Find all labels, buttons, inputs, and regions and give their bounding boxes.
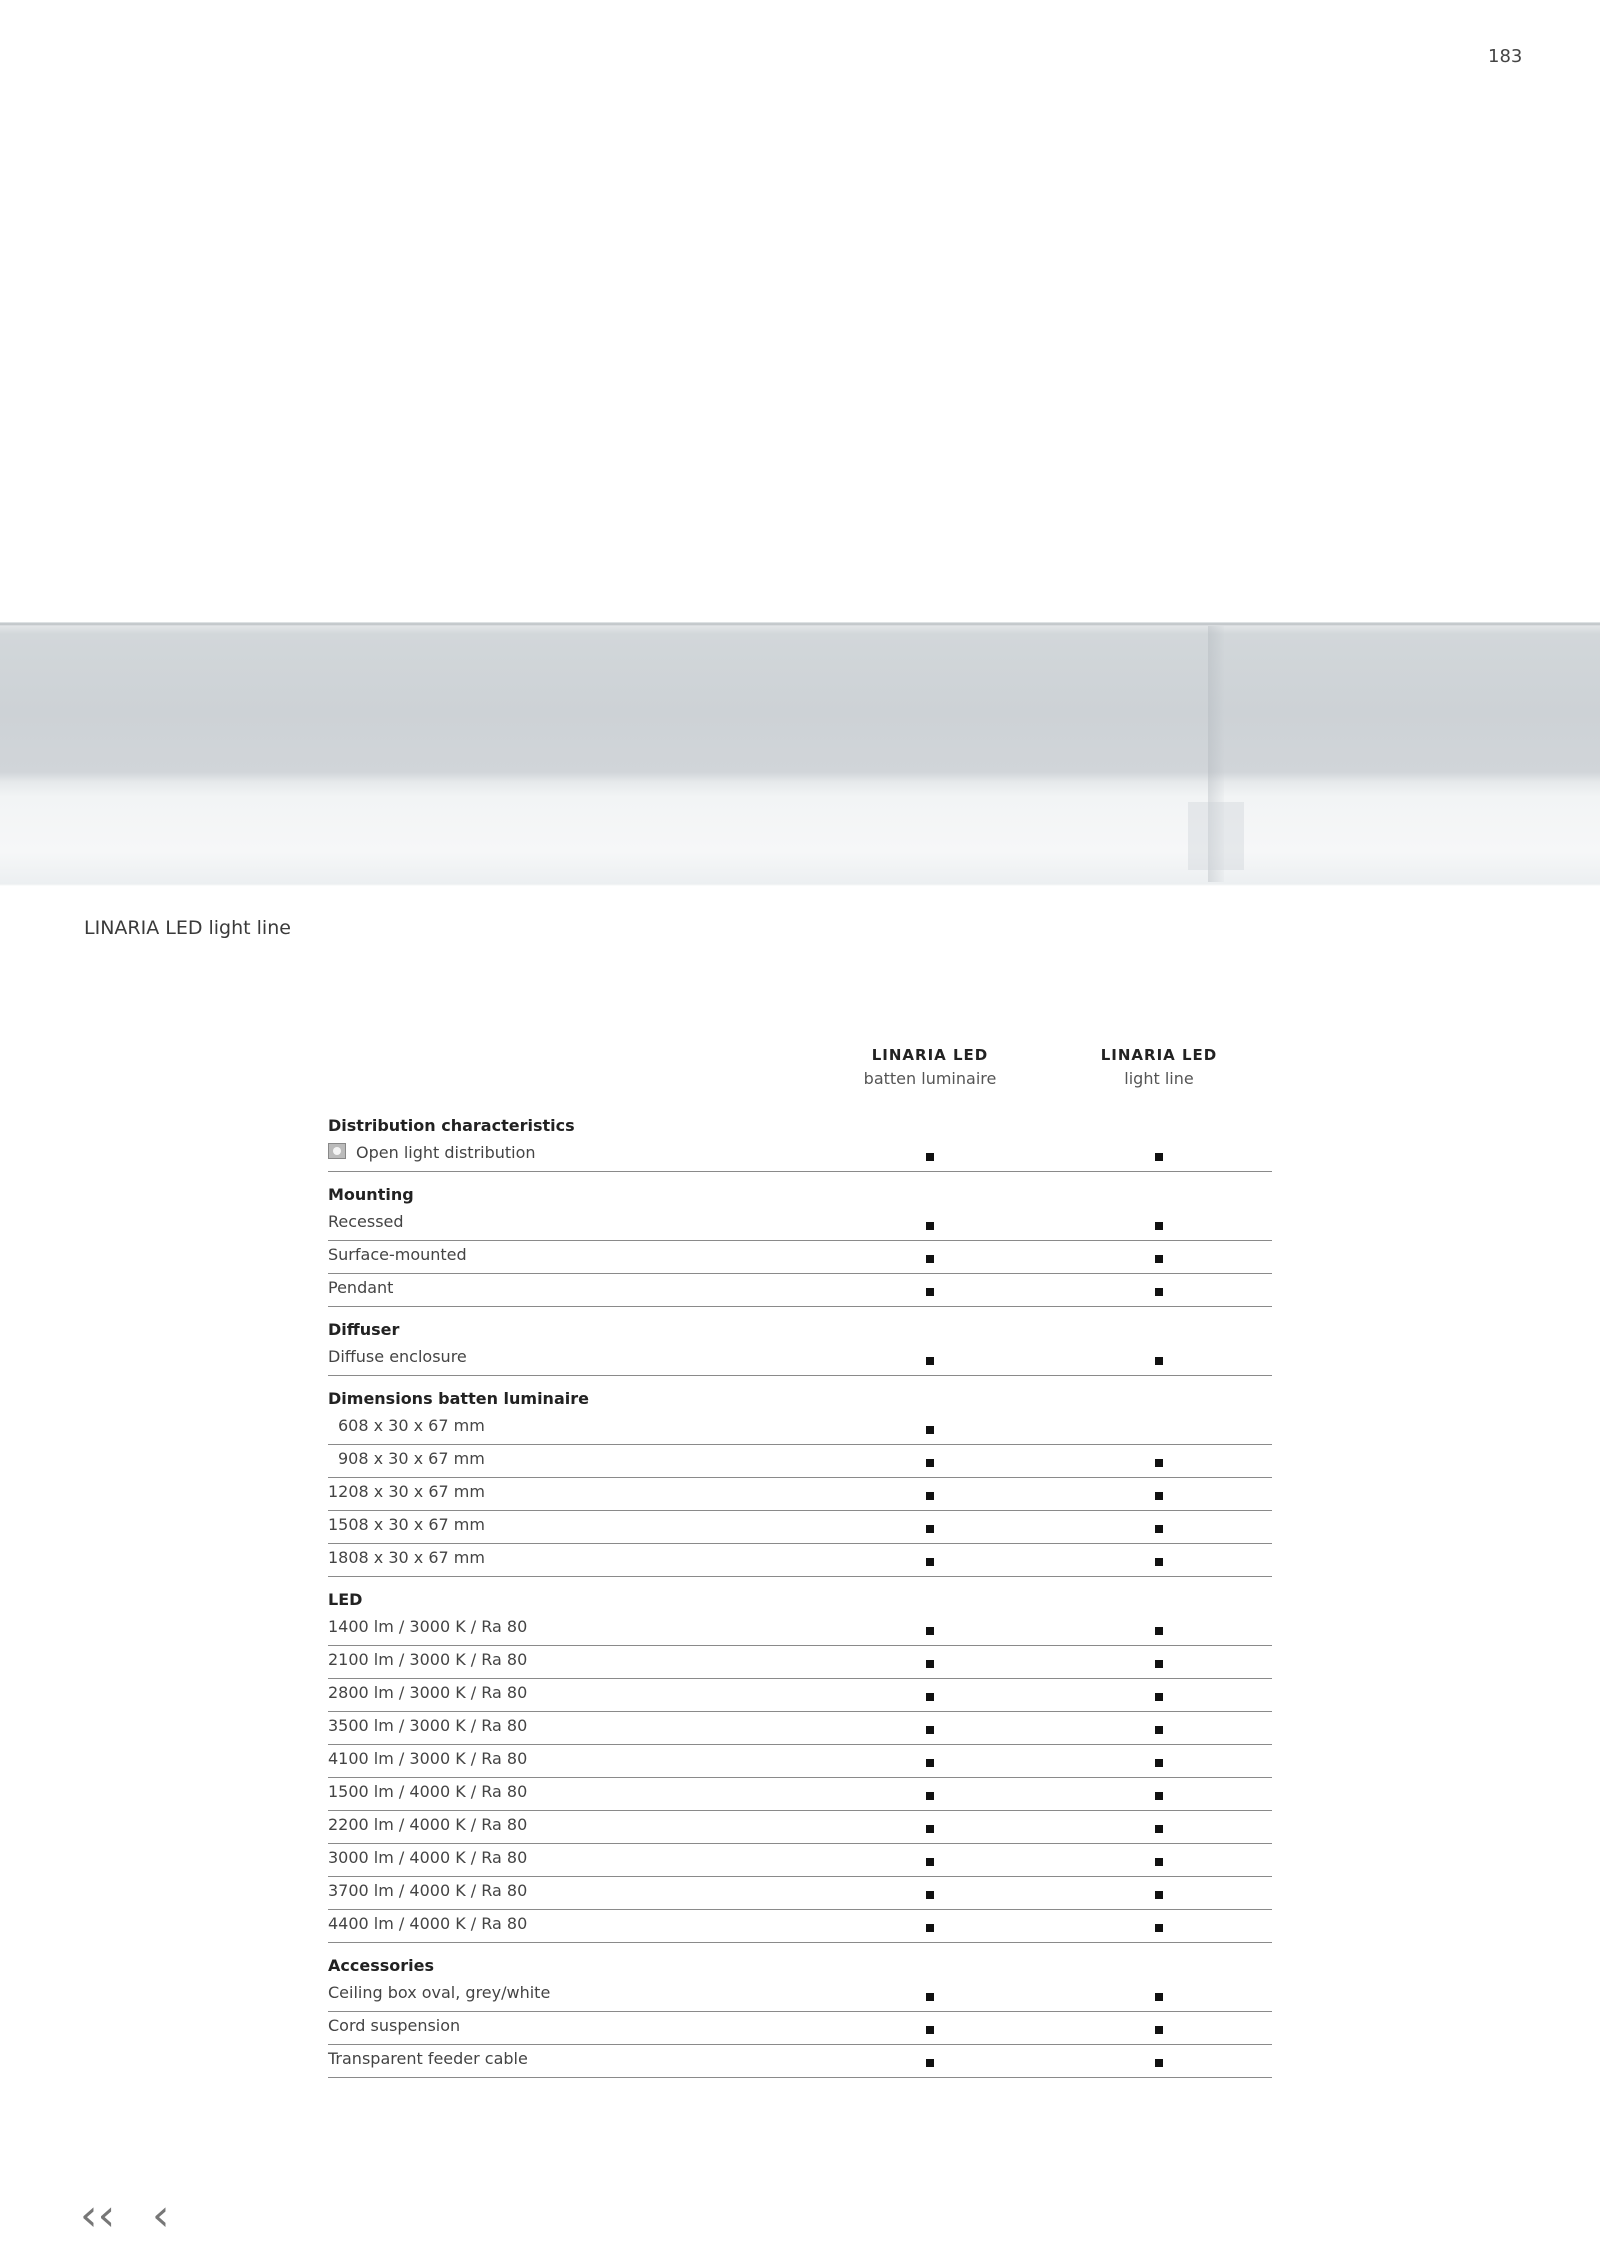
check-mark-light-line [1155, 1660, 1163, 1668]
table-row [328, 2012, 1272, 2045]
row-label-text: 608 x 30 x 67 mm [338, 1416, 485, 1435]
table-row [328, 1544, 1272, 1577]
check-mark-light-line [1155, 1924, 1163, 1932]
row-label [328, 1782, 527, 1801]
check-mark-light-line [1155, 1759, 1163, 1767]
check-mark-batten [926, 1525, 934, 1533]
row-label-text: Transparent feeder cable [328, 2049, 528, 2068]
row-label-text: Pendant [328, 1278, 394, 1297]
column-subtitle: light line [1124, 1069, 1194, 1088]
mounting-clip [1188, 802, 1244, 870]
row-label [328, 1650, 527, 1669]
check-mark-light-line [1155, 1459, 1163, 1467]
row-label [338, 1449, 485, 1468]
group-title: Mounting [328, 1185, 414, 1204]
column-name: LINARIA LED [871, 1046, 989, 1064]
check-mark-batten [926, 1858, 934, 1866]
table-row [328, 1844, 1272, 1877]
check-mark-batten [926, 1792, 934, 1800]
row-label [328, 1881, 527, 1900]
check-mark-light-line [1155, 1222, 1163, 1230]
row-label-text: 4400 lm / 4000 K / Ra 80 [328, 1914, 528, 1933]
row-label [328, 1683, 527, 1702]
group-title: Diffuser [328, 1320, 400, 1339]
spec-table-body [328, 1113, 1272, 2078]
row-label [328, 1143, 536, 1162]
table-row [328, 1877, 1272, 1910]
check-mark-light-line [1155, 1792, 1163, 1800]
row-label [328, 1482, 485, 1501]
check-mark-light-line [1155, 1726, 1163, 1734]
product-photo-banner [0, 622, 1600, 886]
check-mark-light-line [1155, 1525, 1163, 1533]
row-label [328, 2049, 528, 2068]
check-mark-batten [926, 1693, 934, 1701]
check-mark-light-line [1155, 1357, 1163, 1365]
check-mark-batten [926, 1993, 934, 2001]
table-row [328, 1412, 1272, 1445]
first-page-button[interactable] [80, 2190, 116, 2241]
row-label-text: Open light distribution [356, 1143, 536, 1162]
check-mark-batten [926, 1825, 934, 1833]
row-label-text: Ceiling box oval, grey/white [328, 1983, 551, 2002]
check-mark-batten [926, 2026, 934, 2034]
row-label-text: 1208 x 30 x 67 mm [328, 1482, 485, 1501]
row-label [328, 1278, 393, 1297]
check-mark-batten [926, 1222, 934, 1230]
row-label [328, 1515, 485, 1534]
check-mark-light-line [1155, 1825, 1163, 1833]
row-label-text: 908 x 30 x 67 mm [338, 1449, 485, 1468]
check-mark-light-line [1155, 1255, 1163, 1263]
table-row [328, 1343, 1272, 1376]
open-light-distribution-icon [328, 1143, 346, 1159]
table-row [328, 1208, 1272, 1241]
check-mark-light-line [1155, 2059, 1163, 2067]
check-mark-light-line [1155, 1993, 1163, 2001]
check-mark-batten [926, 1357, 934, 1365]
check-mark-batten [926, 1660, 934, 1668]
table-row [328, 1646, 1272, 1679]
check-mark-batten [926, 1288, 934, 1296]
check-mark-batten [926, 1558, 934, 1566]
row-label [328, 2016, 460, 2035]
table-row [328, 1241, 1272, 1274]
table-row [328, 1745, 1272, 1778]
column-name: LINARIA LED [1100, 1046, 1218, 1064]
row-label-text: 3500 lm / 3000 K / Ra 80 [328, 1716, 528, 1735]
row-label [338, 1416, 485, 1435]
table-row [328, 1910, 1272, 1943]
check-mark-light-line [1155, 1558, 1163, 1566]
check-mark-light-line [1155, 1492, 1163, 1500]
previous-page-button[interactable] [152, 2190, 170, 2241]
row-label-text: Cord suspension [328, 2016, 461, 2035]
check-mark-light-line [1155, 2026, 1163, 2034]
row-label [328, 1617, 527, 1636]
row-label-text: 1508 x 30 x 67 mm [328, 1515, 485, 1534]
chevron-left-icon: ‹ [152, 2190, 170, 2241]
column-header-batten [820, 1043, 1040, 1091]
table-row [328, 1139, 1272, 1172]
table-row [328, 1679, 1272, 1712]
row-label-text: 1400 lm / 3000 K / Ra 80 [328, 1617, 528, 1636]
row-label [328, 1212, 404, 1231]
table-row [328, 1712, 1272, 1745]
row-label-text: 1500 lm / 4000 K / Ra 80 [328, 1782, 528, 1801]
check-mark-batten [926, 1891, 934, 1899]
row-label-text: 1808 x 30 x 67 mm [328, 1548, 485, 1567]
check-mark-batten [926, 1492, 934, 1500]
table-row [328, 1445, 1272, 1478]
check-mark-batten [926, 1726, 934, 1734]
table-row [328, 1778, 1272, 1811]
row-label-text: 2100 lm / 3000 K / Ra 80 [328, 1650, 528, 1669]
check-mark-light-line [1155, 1288, 1163, 1296]
check-mark-batten [926, 1459, 934, 1467]
check-mark-light-line [1155, 1891, 1163, 1899]
check-mark-batten [926, 1255, 934, 1263]
row-label-text: Diffuse enclosure [328, 1347, 467, 1366]
spec-table [328, 1043, 1272, 2078]
row-label-text: 3000 lm / 4000 K / Ra 80 [328, 1848, 528, 1867]
group-title: Accessories [328, 1956, 434, 1975]
row-label [328, 1548, 485, 1567]
row-label-text: 2800 lm / 3000 K / Ra 80 [328, 1683, 528, 1702]
group-title: LED [328, 1590, 363, 1609]
row-label [328, 1245, 467, 1264]
row-label [328, 1914, 527, 1933]
group-title: Dimensions batten luminaire [328, 1389, 589, 1408]
row-label-text: 2200 lm / 4000 K / Ra 80 [328, 1815, 528, 1834]
row-label [328, 1815, 527, 1834]
check-mark-batten [926, 1426, 934, 1434]
table-row [328, 2045, 1272, 2078]
group-title: Distribution characteristics [328, 1116, 575, 1135]
check-mark-batten [926, 1627, 934, 1635]
column-header-light-line [1049, 1043, 1269, 1091]
table-row [328, 1511, 1272, 1544]
table-row [328, 1613, 1272, 1646]
column-subtitle: batten luminaire [863, 1069, 997, 1088]
row-label [328, 1983, 550, 2002]
row-label [328, 1749, 527, 1768]
double-chevron-left-icon: ‹‹ [80, 2190, 116, 2241]
check-mark-light-line [1155, 1627, 1163, 1635]
check-mark-light-line [1155, 1693, 1163, 1701]
check-mark-light-line [1155, 1858, 1163, 1866]
row-label [328, 1716, 527, 1735]
check-mark-light-line [1155, 1153, 1163, 1161]
page-number: 183 [1488, 46, 1523, 67]
row-label [328, 1848, 527, 1867]
check-mark-batten [926, 1759, 934, 1767]
row-label-text: 3700 lm / 4000 K / Ra 80 [328, 1881, 528, 1900]
table-row [328, 1979, 1272, 2012]
row-label-text: Recessed [328, 1212, 404, 1231]
check-mark-batten [926, 1153, 934, 1161]
table-row [328, 1274, 1272, 1307]
table-row [328, 1811, 1272, 1844]
row-label-text: Surface-mounted [328, 1245, 467, 1264]
row-label-text: 4100 lm / 3000 K / Ra 80 [328, 1749, 528, 1768]
check-mark-batten [926, 1924, 934, 1932]
check-mark-batten [926, 2059, 934, 2067]
spec-table-header [328, 1043, 1272, 1095]
table-row [328, 1478, 1272, 1511]
row-label [328, 1347, 467, 1366]
product-caption: LINARIA LED light line [84, 917, 291, 939]
